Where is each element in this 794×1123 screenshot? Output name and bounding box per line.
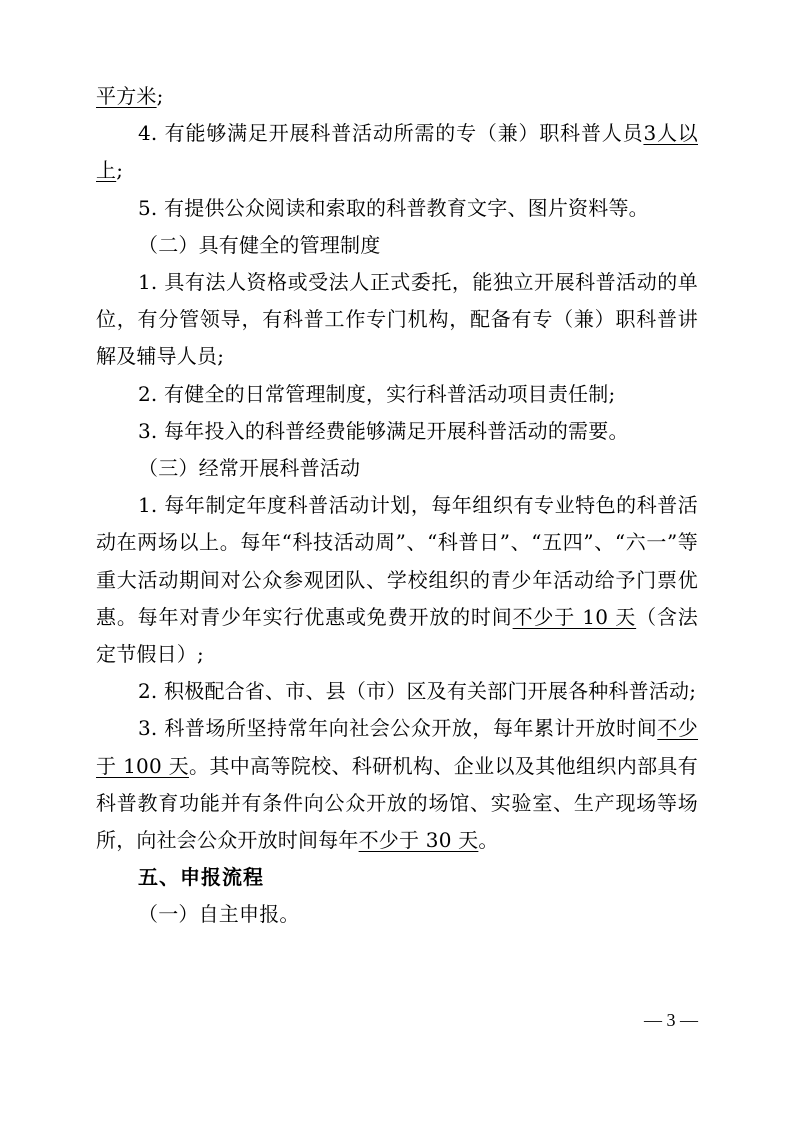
- paragraph-self-application: [96, 896, 698, 933]
- section-heading-text: （三）经常开展科普活动: [138, 456, 361, 481]
- paragraph-legal-qualification: [96, 264, 698, 376]
- paragraph-funding: [96, 413, 698, 450]
- paragraph-text: 2. 积极配合省、市、县（市）区及有关部门开展各种科普活动;: [138, 679, 697, 704]
- underlined-text: 平方米: [96, 84, 157, 108]
- paragraph-text: 1. 每年制定年度科普活动计划，每年组织有专业特色的科普活动在两场以上。每年“科技活动周”、“科普日”、“五四”、“六一”等重大活动期间对公众参观团队、学校组织的青少年活动给予门票优惠。每年对青少年实行优惠或免费开放的时间: [96, 493, 698, 629]
- paragraph-text: 3. 科普场所坚持常年向社会公众开放，每年累计开放时间: [138, 716, 658, 741]
- paragraph-text: 4. 有能够满足开展科普活动所需的专（兼）职科普人员: [138, 121, 644, 146]
- section-heading-management: [96, 227, 698, 264]
- paragraph-text: （含法定节假日）;: [96, 604, 698, 667]
- page-number: — 3 —: [644, 1010, 698, 1030]
- section-heading-application-process: [96, 859, 698, 896]
- section-heading-text: 五、申报流程: [138, 865, 264, 890]
- document-page: [96, 78, 698, 934]
- section-heading-text: （二）具有健全的管理制度: [138, 232, 381, 257]
- paragraph-text: （一）自主申报。: [138, 902, 300, 927]
- paragraph-area-continued: [96, 78, 698, 115]
- paragraph-management-system: [96, 376, 698, 413]
- paragraph-text: 。: [478, 828, 499, 853]
- paragraph-text: 5. 有提供公众阅读和索取的科普教育文字、图片资料等。: [138, 195, 649, 220]
- paragraph-text: ;: [156, 84, 164, 108]
- underlined-text: 3人以上: [96, 121, 698, 183]
- section-heading-activities: [96, 450, 698, 487]
- underlined-text: 不少于 100 天: [96, 716, 699, 778]
- paragraph-reading-materials: [96, 190, 698, 227]
- underlined-text: 不少于 10 天: [512, 604, 637, 629]
- paragraph-text: 2. 有健全的日常管理制度，实行科普活动项目责任制;: [138, 381, 616, 406]
- paragraph-annual-plan: [96, 487, 698, 673]
- paragraph-cooperation: [96, 673, 698, 710]
- paragraph-text: 3. 每年投入的科普经费能够满足开展科普活动的需要。: [138, 418, 629, 443]
- paragraph-text: ;: [116, 158, 124, 183]
- underlined-text: 不少于 30 天: [358, 828, 479, 853]
- paragraph-open-time: [96, 710, 698, 859]
- paragraph-staff-requirement: [96, 115, 698, 189]
- paragraph-text: 1. 具有法人资格或受法人正式委托，能独立开展科普活动的单位，有分管领导，有科普工作专门机构，配备有专（兼）职科普讲解及辅导人员;: [96, 270, 698, 369]
- paragraph-text: 。其中高等院校、科研机构、企业以及其他组织内部具有科普教育功能并有条件向公众开放的场馆、实验室、生产现场等场所，向社会公众开放时间每年: [96, 753, 698, 853]
